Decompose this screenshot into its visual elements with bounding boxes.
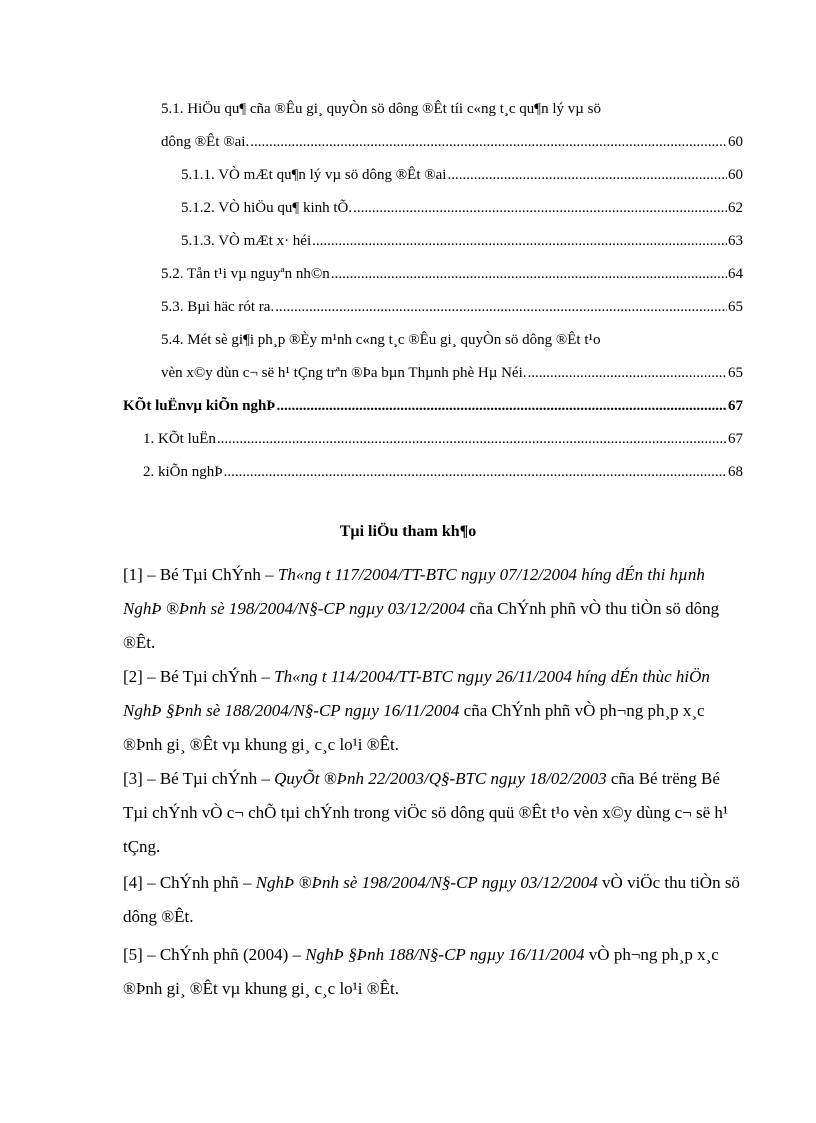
toc-5-4-title-cont: vèn x©y dùn c¬ së h¹ tÇng trªn ®Þa bµn Thµnh phè Hµ Néi.: [161, 365, 527, 381]
reference-item-3: [123, 762, 741, 864]
reference-author: [2] – Bé Tµi chÝnh –: [123, 667, 275, 686]
reference-description: cña ChÝnh phñ vÒ ph¬ng ph¸p x¸c ®Þnh gi¸ ®Êt vµ khung gi¸ c¸c lo¹i ®Êt.: [123, 701, 705, 754]
toc-leader: [217, 429, 727, 449]
toc-entry-title: 5.1.3. VÒ mÆt x· héi: [181, 233, 312, 249]
reference-description: vÒ ph¬ng ph¸p x¸c ®Þnh gi¸ ®Êt vµ khung gi¸ c¸c lo¹i ®Êt.: [123, 945, 719, 998]
toc-page-number: 67: [728, 431, 743, 447]
toc-c2-entry[interactable]: [143, 462, 743, 482]
reference-author: [5] – ChÝnh phñ (2004) –: [123, 945, 306, 964]
toc-page-number: 67: [728, 398, 743, 414]
reference-description: cña Bé trëng Bé Tµi chÝnh vÒ c¬ chÕ tµi chÝnh trong viÖc sö dông quü ®Êt t¹o vèn x©y dùng c¬ së h¹ tÇng.: [123, 769, 729, 856]
toc-5-1-1-entry[interactable]: [181, 165, 743, 185]
toc-entry-title: 1. KÕt luËn: [143, 431, 216, 447]
toc-5-1-title-cont: dông ®Êt ®ai.: [161, 134, 250, 150]
toc-entry-title: KÕt luËnvµ kiÕn nghÞ: [123, 398, 276, 414]
toc-leader: [250, 132, 727, 152]
toc-leader: [353, 198, 727, 218]
reference-item-1: [123, 558, 741, 660]
toc-page-number: 62: [728, 200, 743, 216]
toc-page-number: 60: [728, 134, 743, 150]
toc-5-4-entry[interactable]: [161, 363, 743, 383]
reference-item-2: [123, 660, 741, 762]
toc-leader: [331, 264, 727, 284]
toc-5-3-entry[interactable]: [161, 297, 743, 317]
reference-author: [1] – Bé Tµi ChÝnh –: [123, 565, 278, 584]
reference-document: NghÞ ®Þnh sè 198/2004/N§-CP ngµy 03/12/2004: [255, 873, 598, 892]
toc-leader: [224, 462, 727, 482]
toc-entry-title: 5.3. Bµi häc rót ra.: [161, 299, 275, 315]
reference-document: Th«ng t 114/2004/TT-BTC ngµy 26/11/2004 híng dÉn thùc hiÖn NghÞ §Þnh sè 188/2004/N§-CP ngµy 16/11/2004: [123, 667, 710, 720]
references-heading: Tµi liÖu tham kh¶o: [339, 523, 477, 540]
toc-c1-entry[interactable]: [143, 429, 743, 449]
toc-leader: [312, 231, 727, 251]
toc-leader: [276, 396, 727, 416]
reference-description: cña ChÝnh phñ vÒ thu tiÒn sö dông ®Êt.: [123, 599, 720, 652]
reference-document: NghÞ §Þnh 188/N§-CP ngµy 16/11/2004: [305, 945, 585, 964]
toc-conclusion-entry[interactable]: [123, 396, 743, 416]
toc-5-2-entry[interactable]: [161, 264, 743, 284]
toc-entry-title: 5.1.2. VÒ hiÖu qu¶ kinh tÕ.: [181, 200, 353, 216]
toc-5-4-title: 5.4. Mét sè gi¶i ph¸p ®Èy m¹nh c«ng t¸c ®Êu gi¸ quyÒn sö dông ®Êt t¹o: [161, 332, 601, 348]
toc-5-1-3-entry[interactable]: [181, 231, 743, 251]
toc-page-number: 65: [728, 299, 743, 315]
toc-5-1-entry[interactable]: [161, 132, 743, 152]
toc-entry-title: 5.2. Tån t¹i vµ nguyªn nh©n: [161, 266, 330, 282]
toc-page-number: 60: [728, 167, 743, 183]
reference-author: [4] – ChÝnh phñ –: [123, 873, 256, 892]
reference-description: vÒ viÖc thu tiÒn sö dông ®Êt.: [123, 873, 740, 926]
toc-5-1-2-entry[interactable]: [181, 198, 743, 218]
toc-leader: [447, 165, 727, 185]
toc-page-number: 65: [728, 365, 743, 381]
toc-page-number: 63: [728, 233, 743, 249]
reference-document: Th«ng t 117/2004/TT-BTC ngµy 07/12/2004 híng dÉn thi hµnh NghÞ ®Þnh sè 198/2004/N§-CP ngµy 03/12/2004: [123, 565, 705, 618]
toc-page-number: 68: [728, 464, 743, 480]
reference-document: QuyÕt ®Þnh 22/2003/Q§-BTC ngµy 18/02/2003: [274, 769, 607, 788]
reference-author: [3] – Bé Tµi chÝnh –: [123, 769, 275, 788]
toc-entry-title: 2. kiÕn nghÞ: [143, 464, 223, 480]
toc-page-number: 64: [728, 266, 743, 282]
toc-entry-title: 5.1.1. VÒ mÆt qu¶n lý vµ sö dông ®Êt ®ai: [181, 167, 447, 183]
toc-5-1-title: 5.1. HiÖu qu¶ cña ®Êu gi¸ quyÒn sö dông ®Êt tíi c«ng t¸c qu¶n lý vµ sö: [161, 101, 601, 117]
toc-leader: [275, 297, 727, 317]
reference-item-4: [123, 866, 741, 934]
toc-leader: [528, 363, 727, 383]
reference-item-5: [123, 938, 741, 1006]
